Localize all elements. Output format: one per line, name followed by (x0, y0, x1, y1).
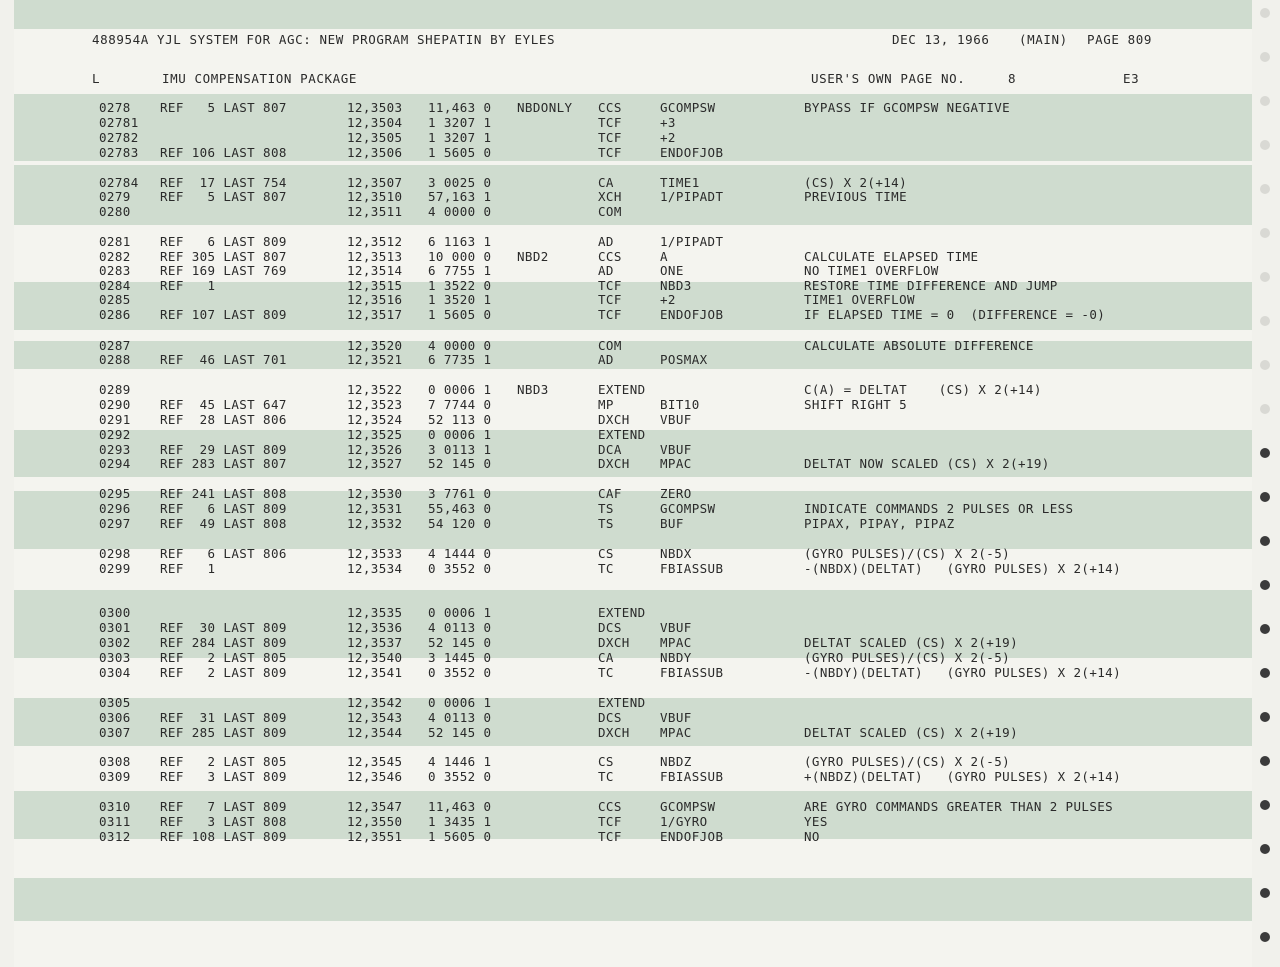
memory-address: 12,3522 (347, 382, 403, 397)
line-number: 02781 (99, 115, 139, 130)
opcode: TCF (598, 115, 622, 130)
octal-word: 11,463 0 (428, 799, 492, 814)
line-number: 0286 (99, 307, 131, 322)
cross-reference: REF 31 LAST 809 (160, 710, 287, 725)
comment: BYPASS IF GCOMPSW NEGATIVE (804, 100, 1011, 115)
opcode: TCF (598, 307, 622, 322)
feed-hole (1260, 492, 1270, 502)
memory-address: 12,3527 (347, 456, 403, 471)
feed-hole (1260, 184, 1270, 194)
memory-address: 12,3506 (347, 145, 403, 160)
section-code: E3 (1123, 71, 1140, 86)
memory-address: 12,3536 (347, 620, 403, 635)
opcode: COM (598, 338, 622, 353)
memory-address: 12,3545 (347, 754, 403, 769)
opcode: DXCH (598, 412, 630, 427)
memory-address: 12,3521 (347, 352, 403, 367)
operand: +2 (660, 130, 676, 145)
comment: DELTAT NOW SCALED (CS) X 2(+19) (804, 456, 1050, 471)
cross-reference: REF 284 LAST 809 (160, 635, 287, 650)
memory-address: 12,3524 (347, 412, 403, 427)
octal-word: 4 0113 0 (428, 710, 492, 725)
opcode: TC (598, 561, 614, 576)
line-number: 0301 (99, 620, 131, 635)
comment: SHIFT RIGHT 5 (804, 397, 908, 412)
line-number: 0312 (99, 829, 131, 844)
opcode: AD (598, 234, 614, 249)
opcode: EXTEND (598, 605, 646, 620)
memory-address: 12,3526 (347, 442, 403, 457)
operand: TIME1 (660, 175, 700, 190)
octal-word: 6 7755 1 (428, 263, 492, 278)
line-number: 0279 (99, 189, 131, 204)
cross-reference: REF 5 LAST 807 (160, 189, 287, 204)
opcode: CCS (598, 100, 622, 115)
opcode: TS (598, 516, 614, 531)
operand: ENDOFJOB (660, 829, 724, 844)
operand: VBUF (660, 710, 692, 725)
operand: GCOMPSW (660, 501, 716, 516)
octal-word: 6 7735 1 (428, 352, 492, 367)
feed-hole (1260, 272, 1270, 282)
operand: VBUF (660, 442, 692, 457)
operand: ONE (660, 263, 684, 278)
operand: POSMAX (660, 352, 708, 367)
feed-hole (1260, 756, 1270, 766)
memory-address: 12,3547 (347, 799, 403, 814)
cross-reference: REF 6 LAST 809 (160, 501, 287, 516)
opcode: CA (598, 175, 614, 190)
cross-reference: REF 28 LAST 806 (160, 412, 287, 427)
opcode: CCS (598, 799, 622, 814)
octal-word: 0 0006 1 (428, 382, 492, 397)
line-number: 0304 (99, 665, 131, 680)
opcode: TCF (598, 145, 622, 160)
operand: A (660, 249, 668, 264)
octal-word: 55,463 0 (428, 501, 492, 516)
opcode: DXCH (598, 456, 630, 471)
octal-word: 1 5605 0 (428, 307, 492, 322)
memory-address: 12,3510 (347, 189, 403, 204)
opcode: TC (598, 665, 614, 680)
octal-word: 1 5605 0 (428, 145, 492, 160)
feed-hole (1260, 96, 1270, 106)
line-number: 0308 (99, 754, 131, 769)
cross-reference: REF 7 LAST 809 (160, 799, 287, 814)
feed-hole (1260, 624, 1270, 634)
line-number: 0296 (99, 501, 131, 516)
operand: FBIASSUB (660, 561, 724, 576)
cross-reference: REF 17 LAST 754 (160, 175, 287, 190)
memory-address: 12,3525 (347, 427, 403, 442)
operand: BIT10 (660, 397, 700, 412)
memory-address: 12,3535 (347, 605, 403, 620)
opcode: XCH (598, 189, 622, 204)
cross-reference: REF 6 LAST 806 (160, 546, 287, 561)
feed-hole (1260, 712, 1270, 722)
octal-word: 0 3552 0 (428, 561, 492, 576)
comment: NO TIME1 OVERFLOW (804, 263, 939, 278)
comment: DELTAT SCALED (CS) X 2(+19) (804, 635, 1018, 650)
cross-reference: REF 1 (160, 278, 216, 293)
comment: -(NBDY)(DELTAT) (GYRO PULSES) X 2(+14) (804, 665, 1122, 680)
opcode: CS (598, 546, 614, 561)
opcode: TCF (598, 278, 622, 293)
opcode: CCS (598, 249, 622, 264)
line-number: 0303 (99, 650, 131, 665)
feed-hole (1260, 668, 1270, 678)
symbol-label: NBDONLY (517, 100, 573, 115)
memory-address: 12,3520 (347, 338, 403, 353)
operand: NBD3 (660, 278, 692, 293)
comment: IF ELAPSED TIME = 0 (DIFFERENCE = -0) (804, 307, 1106, 322)
memory-address: 12,3541 (347, 665, 403, 680)
opcode: DCS (598, 710, 622, 725)
comment: ARE GYRO COMMANDS GREATER THAN 2 PULSES (804, 799, 1114, 814)
opcode: COM (598, 204, 622, 219)
memory-address: 12,3515 (347, 278, 403, 293)
cross-reference: REF 169 LAST 769 (160, 263, 287, 278)
opcode: TCF (598, 292, 622, 307)
feed-hole (1260, 448, 1270, 458)
operand: VBUF (660, 620, 692, 635)
octal-word: 1 3207 1 (428, 115, 492, 130)
memory-address: 12,3543 (347, 710, 403, 725)
memory-address: 12,3505 (347, 130, 403, 145)
comment: (GYRO PULSES)/(CS) X 2(-5) (804, 546, 1011, 561)
line-number: 0289 (99, 382, 131, 397)
line-number: 0294 (99, 456, 131, 471)
operand: 1/PIPADT (660, 189, 724, 204)
memory-address: 12,3532 (347, 516, 403, 531)
comment: INDICATE COMMANDS 2 PULSES OR LESS (804, 501, 1074, 516)
cross-reference: REF 30 LAST 809 (160, 620, 287, 635)
feed-hole (1260, 800, 1270, 810)
symbol-label: NBD3 (517, 382, 549, 397)
line-number: 0285 (99, 292, 131, 307)
memory-address: 12,3513 (347, 249, 403, 264)
memory-address: 12,3504 (347, 115, 403, 130)
cross-reference: REF 106 LAST 808 (160, 145, 287, 160)
line-number: 0291 (99, 412, 131, 427)
cross-reference: REF 6 LAST 809 (160, 234, 287, 249)
line-number: 0305 (99, 695, 131, 710)
memory-address: 12,3514 (347, 263, 403, 278)
operand: 1/PIPADT (660, 234, 724, 249)
greenbar-band (14, 0, 1252, 29)
opcode: TC (598, 769, 614, 784)
user-page-number: 8 (1008, 71, 1017, 86)
operand: GCOMPSW (660, 799, 716, 814)
line-number: 02783 (99, 145, 139, 160)
opcode: TCF (598, 829, 622, 844)
octal-word: 0 3552 0 (428, 769, 492, 784)
operand: ZERO (660, 486, 692, 501)
feed-hole (1260, 140, 1270, 150)
octal-word: 4 1444 0 (428, 546, 492, 561)
comment: (CS) X 2(+14) (804, 175, 908, 190)
octal-word: 3 1445 0 (428, 650, 492, 665)
line-number: 0283 (99, 263, 131, 278)
opcode: EXTEND (598, 695, 646, 710)
greenbar-band (14, 878, 1252, 921)
octal-word: 1 3435 1 (428, 814, 492, 829)
line-number: 0293 (99, 442, 131, 457)
memory-address: 12,3523 (347, 397, 403, 412)
feed-hole (1260, 316, 1270, 326)
line-number: 0278 (99, 100, 131, 115)
operand: FBIASSUB (660, 665, 724, 680)
octal-word: 57,163 1 (428, 189, 492, 204)
memory-address: 12,3534 (347, 561, 403, 576)
opcode: AD (598, 263, 614, 278)
cross-reference: REF 107 LAST 809 (160, 307, 287, 322)
cross-reference: REF 305 LAST 807 (160, 249, 287, 264)
line-number: 0309 (99, 769, 131, 784)
memory-address: 12,3540 (347, 650, 403, 665)
line-number: 0290 (99, 397, 131, 412)
octal-word: 1 3522 0 (428, 278, 492, 293)
comment: DELTAT SCALED (CS) X 2(+19) (804, 725, 1018, 740)
memory-address: 12,3512 (347, 234, 403, 249)
octal-word: 3 7761 0 (428, 486, 492, 501)
memory-address: 12,3531 (347, 501, 403, 516)
octal-word: 0 0006 1 (428, 605, 492, 620)
memory-address: 12,3551 (347, 829, 403, 844)
octal-word: 11,463 0 (428, 100, 492, 115)
feed-hole (1260, 580, 1270, 590)
octal-word: 0 3552 0 (428, 665, 492, 680)
comment: PIPAX, PIPAY, PIPAZ (804, 516, 955, 531)
comment: CALCULATE ELAPSED TIME (804, 249, 979, 264)
opcode: MP (598, 397, 614, 412)
line-number: 0282 (99, 249, 131, 264)
operand: 1/GYRO (660, 814, 708, 829)
feed-hole (1260, 888, 1270, 898)
operand: MPAC (660, 725, 692, 740)
line-number: 0310 (99, 799, 131, 814)
line-number: 0299 (99, 561, 131, 576)
page-number: PAGE 809 (1087, 32, 1153, 47)
comment: (GYRO PULSES)/(CS) X 2(-5) (804, 650, 1011, 665)
memory-address: 12,3544 (347, 725, 403, 740)
operand: MPAC (660, 456, 692, 471)
opcode: CA (598, 650, 614, 665)
memory-address: 12,3533 (347, 546, 403, 561)
cross-reference: REF 1 (160, 561, 216, 576)
comment: CALCULATE ABSOLUTE DIFFERENCE (804, 338, 1034, 353)
line-number: 0287 (99, 338, 131, 353)
feed-hole (1260, 228, 1270, 238)
octal-word: 4 0000 0 (428, 338, 492, 353)
octal-word: 4 1446 1 (428, 754, 492, 769)
octal-word: 6 1163 1 (428, 234, 492, 249)
opcode: AD (598, 352, 614, 367)
cross-reference: REF 46 LAST 701 (160, 352, 287, 367)
line-number: 0295 (99, 486, 131, 501)
opcode: CS (598, 754, 614, 769)
operand: MPAC (660, 635, 692, 650)
comment: YES (804, 814, 828, 829)
octal-word: 52 113 0 (428, 412, 492, 427)
cross-reference: REF 283 LAST 807 (160, 456, 287, 471)
comment: (GYRO PULSES)/(CS) X 2(-5) (804, 754, 1011, 769)
octal-word: 1 5605 0 (428, 829, 492, 844)
opcode: TS (598, 501, 614, 516)
user-page-label: USER'S OWN PAGE NO. (811, 71, 966, 86)
cross-reference: REF 2 LAST 805 (160, 650, 287, 665)
line-number: 0298 (99, 546, 131, 561)
opcode: TCF (598, 814, 622, 829)
opcode: EXTEND (598, 427, 646, 442)
left-marker: L (92, 71, 101, 86)
octal-word: 0 0006 1 (428, 695, 492, 710)
listing-mode: (MAIN) (1019, 32, 1068, 47)
operand: NBDZ (660, 754, 692, 769)
symbol-label: NBD2 (517, 249, 549, 264)
feed-hole (1260, 8, 1270, 18)
listing-title: 488954A YJL SYSTEM FOR AGC: NEW PROGRAM SHEPATIN BY EYLES (92, 32, 556, 47)
memory-address: 12,3517 (347, 307, 403, 322)
cross-reference: REF 2 LAST 809 (160, 665, 287, 680)
cross-reference: REF 2 LAST 805 (160, 754, 287, 769)
line-number: 0306 (99, 710, 131, 725)
comment: +(NBDZ)(DELTAT) (GYRO PULSES) X 2(+14) (804, 769, 1122, 784)
line-number: 0300 (99, 605, 131, 620)
operand: BUF (660, 516, 684, 531)
cross-reference: REF 285 LAST 809 (160, 725, 287, 740)
octal-word: 52 145 0 (428, 635, 492, 650)
memory-address: 12,3542 (347, 695, 403, 710)
octal-word: 52 145 0 (428, 725, 492, 740)
section-title: IMU COMPENSATION PACKAGE (162, 71, 358, 86)
opcode: DXCH (598, 725, 630, 740)
feed-hole (1260, 360, 1270, 370)
memory-address: 12,3537 (347, 635, 403, 650)
line-number: 0302 (99, 635, 131, 650)
listing-date: DEC 13, 1966 (892, 32, 990, 47)
operand: ENDOFJOB (660, 307, 724, 322)
line-number: 0288 (99, 352, 131, 367)
line-number: 0311 (99, 814, 131, 829)
octal-word: 54 120 0 (428, 516, 492, 531)
octal-word: 7 7744 0 (428, 397, 492, 412)
memory-address: 12,3511 (347, 204, 403, 219)
feed-hole (1260, 536, 1270, 546)
octal-word: 3 0113 1 (428, 442, 492, 457)
feed-hole (1260, 932, 1270, 942)
cross-reference: REF 241 LAST 808 (160, 486, 287, 501)
feed-hole (1260, 844, 1270, 854)
operand: GCOMPSW (660, 100, 716, 115)
cross-reference: REF 3 LAST 808 (160, 814, 287, 829)
octal-word: 4 0000 0 (428, 204, 492, 219)
octal-word: 52 145 0 (428, 456, 492, 471)
feed-hole (1260, 52, 1270, 62)
comment: -(NBDX)(DELTAT) (GYRO PULSES) X 2(+14) (804, 561, 1122, 576)
opcode: DCS (598, 620, 622, 635)
comment: NO (804, 829, 820, 844)
octal-word: 10 000 0 (428, 249, 492, 264)
opcode: TCF (598, 130, 622, 145)
tractor-feed-strip (1252, 0, 1280, 967)
opcode: EXTEND (598, 382, 646, 397)
operand: NBDX (660, 546, 692, 561)
octal-word: 1 3207 1 (428, 130, 492, 145)
cross-reference: REF 108 LAST 809 (160, 829, 287, 844)
operand: FBIASSUB (660, 769, 724, 784)
operand: +3 (660, 115, 676, 130)
cross-reference: REF 45 LAST 647 (160, 397, 287, 412)
memory-address: 12,3503 (347, 100, 403, 115)
cross-reference: REF 29 LAST 809 (160, 442, 287, 457)
memory-address: 12,3507 (347, 175, 403, 190)
cross-reference: REF 5 LAST 807 (160, 100, 287, 115)
line-number: 0280 (99, 204, 131, 219)
operand: NBDY (660, 650, 692, 665)
line-number: 02782 (99, 130, 139, 145)
octal-word: 3 0025 0 (428, 175, 492, 190)
comment: C(A) = DELTAT (CS) X 2(+14) (804, 382, 1042, 397)
line-number: 0297 (99, 516, 131, 531)
cross-reference: REF 3 LAST 809 (160, 769, 287, 784)
memory-address: 12,3530 (347, 486, 403, 501)
comment: TIME1 OVERFLOW (804, 292, 915, 307)
cross-reference: REF 49 LAST 808 (160, 516, 287, 531)
operand: ENDOFJOB (660, 145, 724, 160)
operand: VBUF (660, 412, 692, 427)
memory-address: 12,3546 (347, 769, 403, 784)
operand: +2 (660, 292, 676, 307)
line-number: 0281 (99, 234, 131, 249)
octal-word: 1 3520 1 (428, 292, 492, 307)
octal-word: 0 0006 1 (428, 427, 492, 442)
octal-word: 4 0113 0 (428, 620, 492, 635)
comment: PREVIOUS TIME (804, 189, 908, 204)
opcode: DXCH (598, 635, 630, 650)
line-number: 0292 (99, 427, 131, 442)
memory-address: 12,3516 (347, 292, 403, 307)
opcode: CAF (598, 486, 622, 501)
feed-hole (1260, 404, 1270, 414)
memory-address: 12,3550 (347, 814, 403, 829)
line-number: 0307 (99, 725, 131, 740)
comment: RESTORE TIME DIFFERENCE AND JUMP (804, 278, 1058, 293)
opcode: DCA (598, 442, 622, 457)
line-number: 0284 (99, 278, 131, 293)
line-number: 02784 (99, 175, 139, 190)
